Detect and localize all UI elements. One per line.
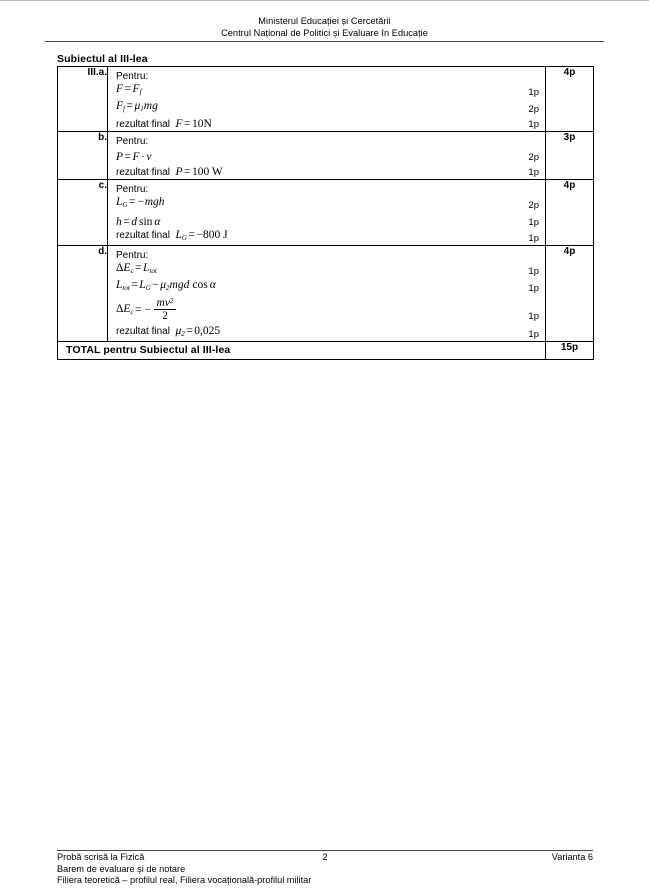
- line-points: 2p: [528, 152, 539, 163]
- line-points: 1p: [528, 232, 539, 244]
- row-total-points-b: 3p: [546, 132, 594, 180]
- solution-line: [108, 116, 545, 131]
- row-body-d: [108, 245, 546, 341]
- solution-line: [108, 195, 545, 212]
- footer-top-row: [57, 852, 593, 864]
- solution-line: [108, 246, 545, 261]
- solution-line: [108, 325, 545, 341]
- solution-line: [108, 82, 545, 99]
- line-points: [529, 81, 539, 82]
- table-row: [58, 132, 594, 180]
- solution-line: [108, 99, 545, 116]
- page-title: Subiectul al III-lea: [57, 53, 148, 65]
- line-points: [529, 194, 539, 195]
- line-points: 1p: [528, 282, 539, 294]
- result-line-a: rezultat final F = 10N: [116, 118, 212, 130]
- solution-line: [108, 180, 545, 195]
- fraction-denominator: 2: [162, 310, 168, 323]
- line-points: 1p: [528, 119, 539, 130]
- fraction-numerator: $mv^2$: [154, 297, 177, 310]
- solution-line: [108, 295, 545, 325]
- document-footer: [57, 852, 593, 887]
- footer-scheme-label: Barem de evaluare și de notare: [57, 864, 186, 874]
- line-points: [529, 146, 539, 147]
- page-number: 2: [322, 852, 328, 862]
- formula-ltot-equals-lg-minus-mu2-mgd-cos-alpha: $L_{tot} = L_G - \mu_2mgd$ cos α: [116, 279, 216, 292]
- line-points: 2p: [528, 200, 539, 211]
- line-points: 1p: [528, 167, 539, 178]
- pentru-label: Pentru:: [116, 184, 149, 195]
- line-points: 1p: [528, 310, 539, 322]
- solution-line: [108, 132, 545, 147]
- row-total-points-a: 4p: [546, 67, 594, 132]
- row-label-d: d.: [58, 245, 108, 341]
- formula-f-equals-ff: $F = F_f$: [116, 83, 142, 96]
- formula-delta-ec-equals-ltot: $\Delta E_c = L_{tot}$: [116, 262, 157, 275]
- pentru-label: Pentru:: [116, 136, 149, 147]
- footer-divider: [57, 850, 593, 851]
- solution-line: [108, 278, 545, 295]
- document-header: [0, 16, 649, 39]
- line-points: 1p: [528, 265, 539, 277]
- fraction-mv2-over-2: [154, 297, 177, 322]
- line-points: 1p: [528, 217, 539, 228]
- line-points: 1p: [528, 87, 539, 98]
- table-row: [58, 245, 594, 341]
- row-label-c: c.: [58, 180, 108, 246]
- row-label-b: b.: [58, 132, 108, 180]
- solution-line: [108, 229, 545, 245]
- row-total-points-d: 4p: [546, 245, 594, 341]
- result-line-d: rezultat final $\mu_2 = 0,025$: [116, 324, 221, 338]
- result-line-c: rezultat final $L_G = -800$ J: [116, 229, 228, 242]
- formula-ff-equals-mu1-mg: $F_f = \mu_1mg$: [116, 100, 158, 113]
- footer-profile-label: Filiera teoretică – profilul real, Filiera vocațională-profilul militar: [57, 875, 312, 886]
- line-points: 1p: [528, 328, 539, 340]
- solution-line: [108, 164, 545, 179]
- pentru-label: Pentru:: [116, 71, 149, 82]
- solution-line: [108, 67, 545, 82]
- solution-line: [108, 147, 545, 164]
- header-center-line: Centrul Național de Politici și Evaluare în Educație: [221, 27, 428, 38]
- line-points: 2p: [528, 104, 539, 115]
- total-label: TOTAL pentru Subiectul al III-lea: [58, 341, 546, 359]
- formula-delta-ec-equals-minus-mv2-over-2: $\Delta E_c$ = − $\frac{mv^2}{2}$: [116, 297, 177, 322]
- footer-exam-label: Probă scrisă la Fizică: [57, 852, 145, 862]
- line-points: [529, 260, 539, 261]
- total-points: 15p: [546, 341, 594, 359]
- header-ministry-line: Ministerul Educației și Cercetării: [258, 16, 391, 26]
- row-body-a: [108, 67, 546, 132]
- pentru-label: Pentru:: [116, 249, 149, 261]
- formula-h-equals-d-sin-alpha: h = d sin α: [116, 216, 161, 228]
- solution-line: [108, 261, 545, 278]
- grading-table: [57, 66, 594, 360]
- result-line-b: rezultat final P = 100 W: [116, 166, 223, 178]
- footer-variant-label: Varianta 6: [551, 852, 593, 862]
- row-body-c: [108, 180, 546, 246]
- table-total-row: [58, 341, 594, 359]
- row-body-b: [108, 132, 546, 180]
- formula-lg-equals-minus-mgh: $L_G = -mgh$: [116, 196, 165, 209]
- row-total-points-c: 4p: [546, 180, 594, 246]
- table-row: [58, 67, 594, 132]
- solution-line: [108, 212, 545, 229]
- row-label-a: III.a.: [58, 67, 108, 132]
- table-row: [58, 180, 594, 246]
- formula-p-equals-f-v: P = F · v: [116, 151, 152, 163]
- header-divider: [45, 41, 604, 42]
